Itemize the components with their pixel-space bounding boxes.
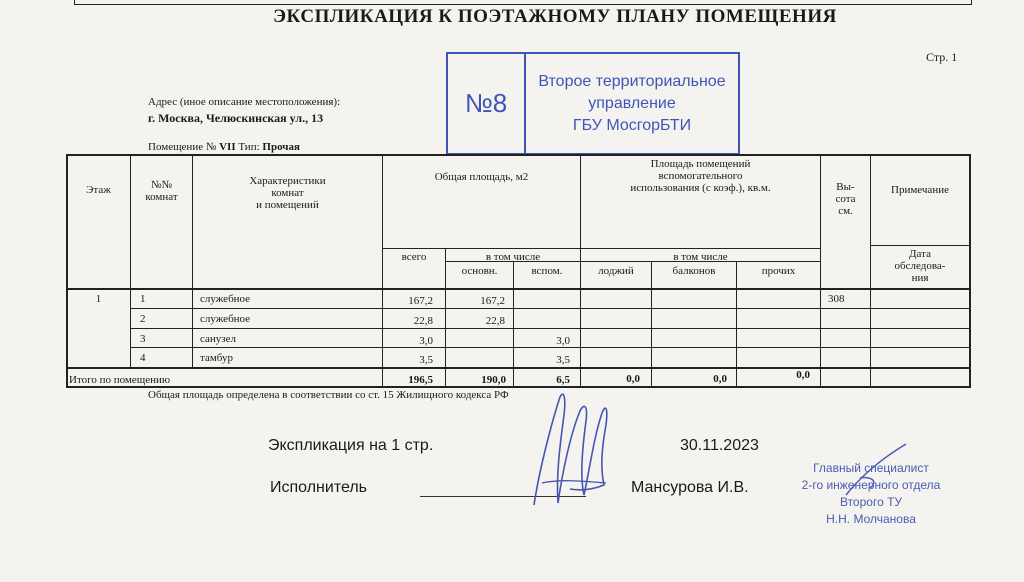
totals-loggia: 0,0 (626, 373, 640, 385)
stamp-text (526, 54, 738, 153)
row-2-name: служебное (200, 313, 251, 325)
document-title: ЭКСПЛИКАЦИЯ К ПОЭТАЖНОМУ ПЛАНУ ПОМЕЩЕНИЯ (273, 6, 837, 27)
legal-note: Общая площадь определена в соответствии со ст. 15 Жилищного кодекса РФ (148, 389, 509, 401)
row-1-main: 167,2 (480, 295, 505, 307)
address-value: г. Москва, Челюскинская ул., 13 (148, 111, 324, 125)
room-prefix: Помещение № (148, 141, 217, 153)
explication-pages: Экспликация на 1 стр. (268, 437, 434, 454)
row-2-main: 22,8 (485, 315, 505, 327)
room-type-label: Тип: (238, 141, 260, 153)
header-balcony: балконов (672, 265, 716, 277)
totals-other: 0,0 (796, 369, 810, 381)
row-1-floor: 1 (95, 293, 102, 305)
row-2-total: 22,8 (413, 315, 433, 327)
row-3-room: 3 (140, 333, 146, 345)
totals-aux: 6,5 (556, 374, 570, 386)
header-incl-2: в том числе (673, 251, 728, 263)
room-type-value: Прочая (262, 141, 300, 153)
header-characteristics: Характеристики комнат и помещений (249, 175, 326, 211)
header-incl-1: в том числе (485, 251, 541, 263)
stamp-line-3: ГБУ МосгорБТИ (572, 116, 692, 134)
row-2-room: 2 (140, 313, 146, 325)
stamp-line-1: Второе территориальное (538, 72, 726, 90)
specialist-line-4: Н.Н. Молчанова (826, 512, 916, 526)
row-1-height: 308 (828, 293, 845, 305)
header-height: Вы- сота см. (835, 181, 856, 217)
specialist-line-1: Главный специалист (813, 461, 929, 475)
executor-label: Исполнитель (270, 479, 368, 496)
totals-main: 190,0 (481, 374, 506, 386)
row-4-aux: 3,5 (556, 354, 570, 366)
top-order-box (74, 0, 972, 5)
totals-total: 196,5 (408, 374, 433, 386)
stamp-number: №8 (448, 54, 526, 153)
specialist-line-3: Второго ТУ (839, 495, 903, 509)
header-aux-area: Площадь помещений вспомогательного использования (с коэф.), кв.м. (630, 158, 771, 194)
header-total-area: Общая площадь, м2 (434, 171, 529, 183)
totals-balcony: 0,0 (713, 373, 727, 385)
header-survey-date: Дата обследова- ния (894, 248, 946, 284)
stamp-line-2: управление (588, 94, 676, 112)
page-number: Стр. 1 (926, 50, 958, 64)
header-aux: вспом. (531, 265, 563, 277)
bti-stamp (446, 52, 740, 155)
row-1-room: 1 (140, 293, 146, 305)
header-floor: Этаж (86, 184, 111, 196)
room-number: VII (219, 141, 236, 153)
header-other: прочих (761, 265, 796, 277)
row-4-name: тамбур (200, 352, 233, 364)
totals-label: Итого по помещению (69, 374, 171, 386)
header-total: всего (401, 251, 427, 263)
specialist-stamp (786, 460, 956, 528)
room-info (148, 141, 300, 153)
row-4-total: 3,5 (419, 354, 433, 366)
header-loggia: лоджий (598, 265, 634, 277)
header-main: основн. (461, 265, 498, 277)
row-1-name: служебное (200, 293, 251, 305)
header-room-no: №№ комнат (145, 179, 178, 203)
header-note: Примечание (891, 184, 949, 196)
row-3-name: санузел (200, 333, 237, 345)
document-date: 30.11.2023 (680, 437, 759, 454)
row-3-aux: 3,0 (556, 335, 570, 347)
address-label: Адрес (иное описание местоположения): (148, 96, 341, 108)
executor-name: Мансурова И.В. (631, 479, 749, 496)
row-4-room: 4 (140, 352, 146, 364)
row-3-total: 3,0 (419, 335, 433, 347)
handwritten-signature (520, 385, 620, 510)
specialist-line-2: 2-го инженерного отдела (801, 478, 941, 492)
row-1-total: 167,2 (408, 295, 433, 307)
